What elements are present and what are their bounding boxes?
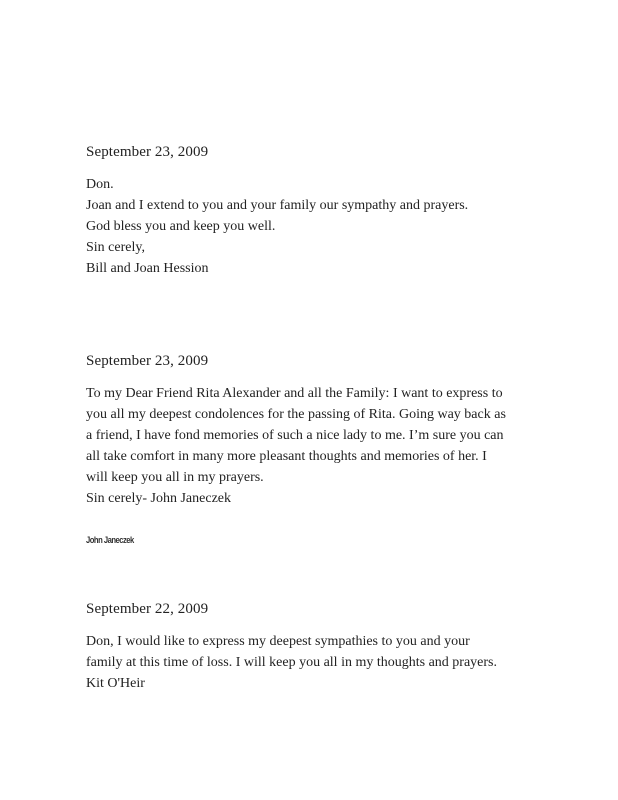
- entry-line: Sin cerely,: [86, 240, 145, 255]
- entry-line: Don.: [86, 177, 114, 192]
- entry-date: September 23, 2009: [86, 144, 209, 160]
- entry-line: Sin cerely- John Janeczek: [86, 491, 231, 506]
- entry-date: September 22, 2009: [86, 601, 209, 617]
- condolence-entry: [86, 351, 546, 509]
- condolence-entry: [86, 142, 546, 279]
- entry-line: God bless you and keep you well.: [86, 219, 276, 234]
- entry-line: will keep you all in my prayers.: [86, 470, 264, 485]
- entry-line: you all my deepest condolences for the passing of Rita. Going way back as: [86, 407, 506, 422]
- entry-line: all take comfort in many more pleasant thoughts and memories of her. I: [86, 449, 487, 464]
- entry-line: Bill and Joan Hession: [86, 261, 209, 276]
- entry-line: a friend, I have fond memories of such a nice lady to me. I’m sure you can: [86, 428, 504, 443]
- entry-line: Don, I would like to express my deepest sympathies to you and your: [86, 634, 470, 649]
- entry-line: To my Dear Friend Rita Alexander and all the Family: I want to express to: [86, 386, 503, 401]
- handwritten-signature: John Janeczek: [86, 535, 134, 545]
- condolence-entry: [86, 599, 546, 694]
- entry-date: September 23, 2009: [86, 353, 209, 369]
- entry-line: Joan and I extend to you and your family our sympathy and prayers.: [86, 198, 469, 213]
- entry-line: Kit O'Heir: [86, 676, 145, 691]
- entry-line: family at this time of loss. I will keep you all in my thoughts and prayers.: [86, 655, 497, 670]
